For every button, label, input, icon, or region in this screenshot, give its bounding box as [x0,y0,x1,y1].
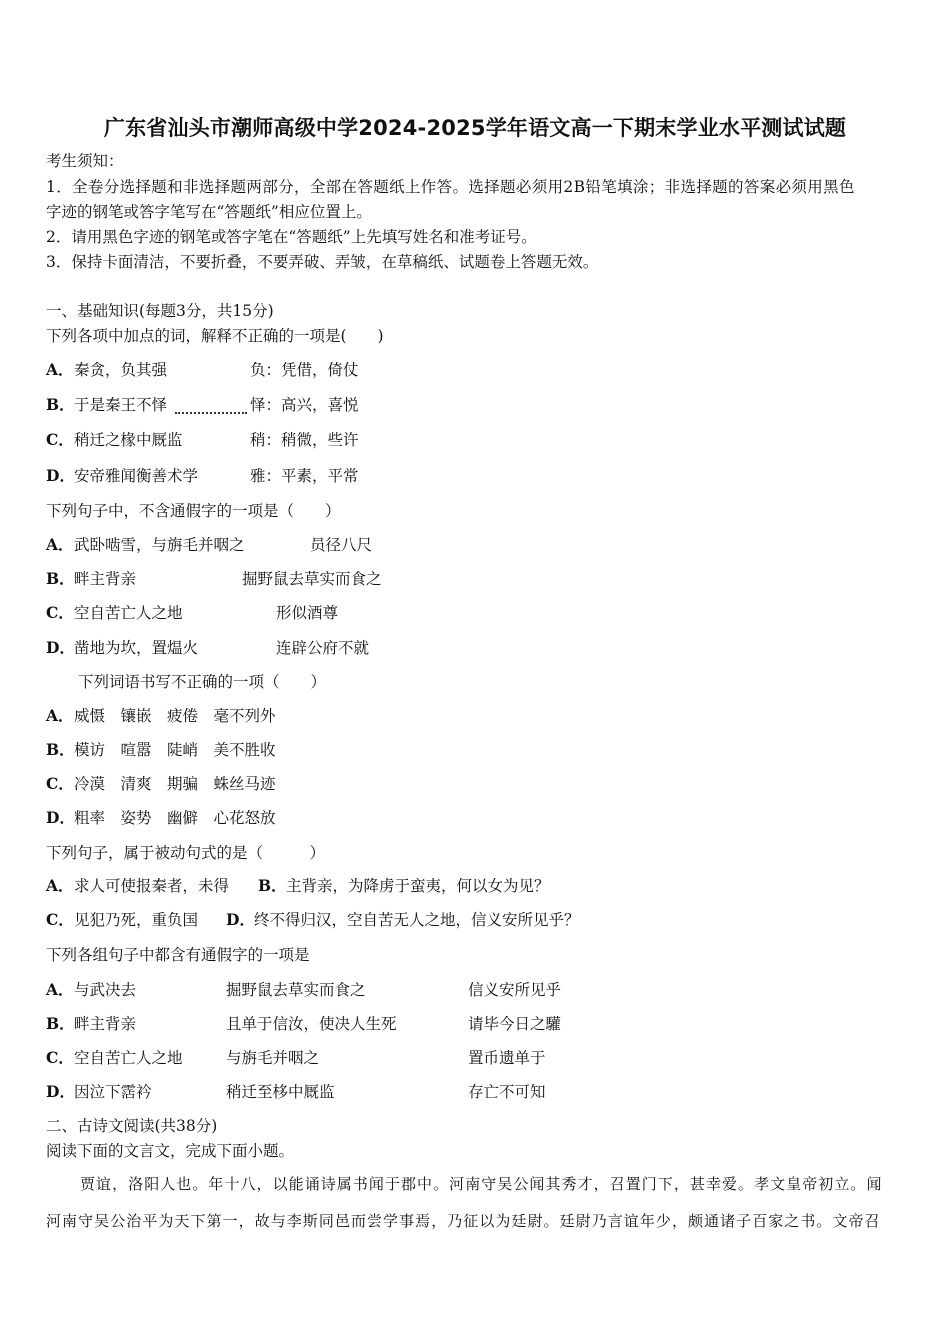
option-label: A． [46,706,74,725]
section-1-heading: 一、基础知识(每题3分，共15分) [46,302,274,320]
option-label: B． [46,395,75,414]
section-2-heading: 二、古诗文阅读(共38分) [46,1117,218,1135]
option-left-text: 秦贪，负其强 [74,361,168,379]
option-right-text: 负：凭借，倚仗 [250,361,359,379]
option-label: C． [46,430,74,449]
option-col-3: 请毕今日之驩 [468,1015,562,1033]
option-right-text: 怿：高兴，喜悦 [250,396,359,414]
option-right-text: 雅：平素，平常 [250,467,359,485]
option-label: C． [46,603,74,622]
option-left-text: 畔主背亲 [74,570,137,588]
option-col-1: 因泣下霑衿 [74,1083,152,1101]
passage-line-1: 贾谊，洛阳人也。年十八，以能诵诗属书闻于郡中。河南守吴公闻其秀才，召置门下，甚幸爱。孝文皇帝初立。闻 [80,1175,883,1193]
option-label: D． [46,808,75,827]
option-col-2: 且单于信汝，使决人生死 [226,1015,397,1033]
option-label: B． [258,876,287,895]
option-left-text: 凿地为坎，置煴火 [74,639,199,657]
option-text: 粗率 姿势 幽僻 心花怒放 [74,809,276,827]
q4-stem: 下列句子，属于被动句式的是（ ） [46,844,326,862]
reading-instruction: 阅读下面的文言文，完成下面小题。 [46,1142,295,1160]
option-text: 主背亲，为降虏于蛮夷，何以女为见？ [286,877,550,895]
option-label: A． [46,876,74,895]
option-label: C． [46,1048,74,1067]
option-label: D． [46,638,75,657]
notice-heading: 考生须知： [46,152,124,170]
option-text: 威慑 镶嵌 疲倦 毫不列外 [74,707,276,725]
option-label: C． [46,910,74,929]
option-text: 模访 喧嚣 陡峭 美不胜收 [74,741,276,759]
dotted-emphasis-mark [175,398,247,414]
option-label: B． [46,740,75,759]
option-label: A． [46,980,74,999]
option-label: B． [46,1014,75,1033]
option-col-3: 信义安所见乎 [468,981,562,999]
option-text: 冷漠 清爽 期骗 蛛丝马迹 [74,775,276,793]
option-label: B． [46,569,75,588]
option-col-1: 空自苦亡人之地 [74,1049,183,1067]
option-label: D． [46,466,75,485]
option-right-text: 形似酒尊 [276,604,339,622]
q3-stem: 下列词语书写不正确的一项（ ） [78,673,327,691]
option-label: D． [226,910,255,929]
passage-line-2: 河南守吴公治平为天下第一，故与李斯同邑而尝学事焉，乃征以为廷尉。廷尉乃言谊年少，颇通诸子百家之书。文帝召 [46,1212,881,1230]
option-col-3: 置币遗单于 [468,1049,546,1067]
option-right-text: 掘野鼠去草实而食之 [242,570,382,588]
option-col-2: 稍迁至栘中厩监 [226,1083,335,1101]
option-left-text: 于是秦王不怿 [74,396,168,414]
option-label: D． [46,1082,75,1101]
option-col-2: 掘野鼠去草实而食之 [226,981,366,999]
option-col-3: 存亡不可知 [468,1083,546,1101]
option-col-2: 与旃毛并咽之 [226,1049,320,1067]
option-left-text: 武卧啮雪，与旃毛并咽之 [74,536,245,554]
option-text: 求人可使报秦者，未得 [74,877,230,895]
notice-line-2: 2．请用黑色字迹的钢笔或答字笔在“答题纸”上先填写姓名和准考证号。 [46,228,537,246]
option-label: A． [46,360,74,379]
option-right-text: 连辟公府不就 [276,639,370,657]
option-left-text: 稍迁之椽中厩监 [74,431,183,449]
option-col-1: 畔主背亲 [74,1015,137,1033]
option-left-text: 空自苦亡人之地 [74,604,183,622]
notice-line-1a: 1．全卷分选择题和非选择题两部分，全部在答题纸上作答。选择题必须用2B铅笔填涂；非选择题的答案必须用黑色 [46,178,855,196]
q2-stem: 下列句子中，不含通假字的一项是（ ） [46,502,341,520]
notice-line-1b: 字迹的钢笔或答字笔写在“答题纸”相应位置上。 [46,203,372,221]
page-title: 广东省汕头市潮师高级中学2024-2025学年语文高一下期末学业水平测试试题 [103,116,847,140]
notice-line-3: 3．保持卡面清洁，不要折叠，不要弄破、弄皱，在草稿纸、试题卷上答题无效。 [46,253,599,271]
option-right-text: 稍：稍微，些许 [250,431,359,449]
q5-stem: 下列各组句子中都含有通假字的一项是 [46,946,310,964]
option-text: 见犯乃死，重负国 [74,911,199,929]
option-text: 终不得归汉，空自苦无人之地，信义安所见乎？ [254,911,580,929]
option-label: C． [46,774,74,793]
option-left-text: 安帝雅闻衡善术学 [74,467,199,485]
q1-stem: 下列各项中加点的词，解释不正确的一项是( ) [46,327,384,345]
option-right-text: 员径八尺 [310,536,373,554]
option-col-1: 与武决去 [74,981,137,999]
option-label: A． [46,535,74,554]
